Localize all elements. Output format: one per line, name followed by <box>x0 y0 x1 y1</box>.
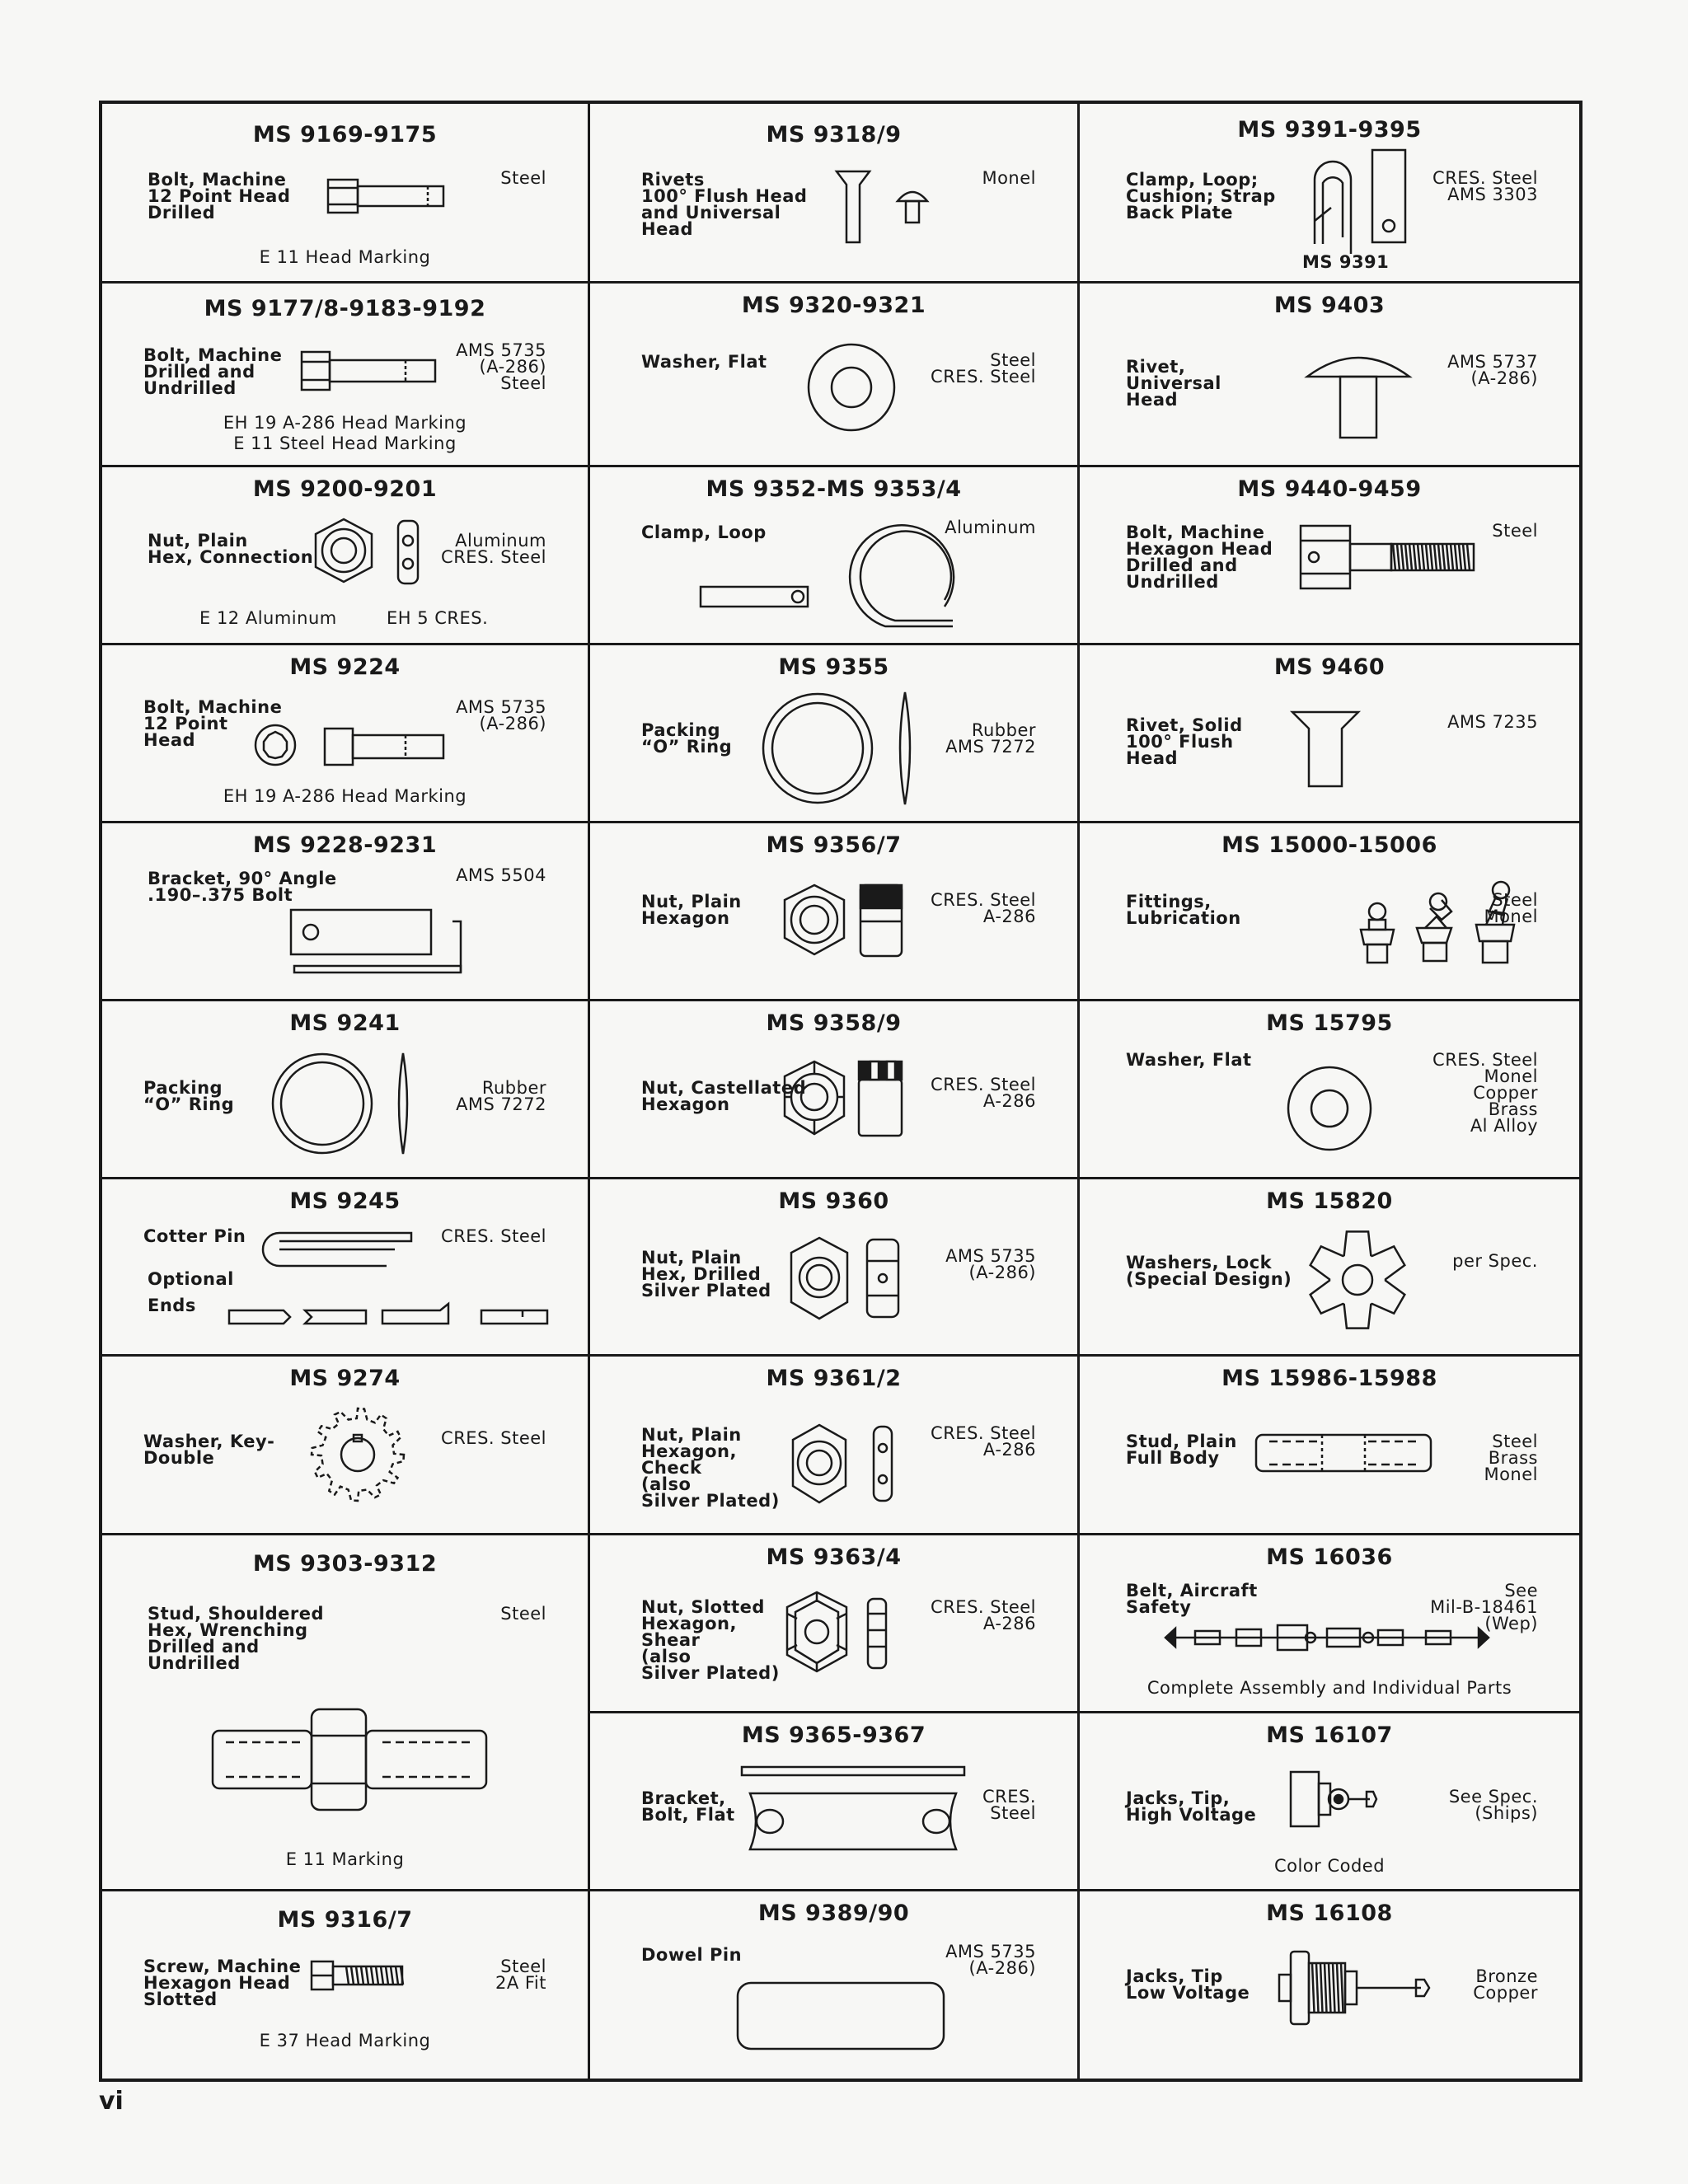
part-name: Bracket, 90° Angle .190–.375 Bolt <box>148 869 337 905</box>
part-name: Rivet, Universal Head <box>1126 357 1221 410</box>
cell-ms-15000 <box>1080 821 1579 999</box>
high-voltage-jack-icon <box>1287 1764 1403 1838</box>
part-material: See Mil-B-18461 (Wep) <box>1430 1581 1538 1633</box>
cell-title: MS 9200-9201 <box>252 476 438 502</box>
check-nut-icon <box>790 1420 897 1511</box>
slotted-nut-icon <box>784 1589 891 1680</box>
part-name: Nut, Castellated Hexagon <box>641 1078 807 1114</box>
cell-ms-9224 <box>102 643 588 821</box>
cell-ms-9320 <box>590 281 1077 465</box>
cell-title: MS 15795 <box>1266 1010 1393 1036</box>
part-name: Dowel Pin <box>641 1945 743 1965</box>
part-name: Jacks, Tip Low Voltage <box>1126 1966 1250 2003</box>
cell-ms-16108 <box>1080 1889 1579 2079</box>
part-material: Aluminum CRES. Steel <box>441 531 546 567</box>
part-material: CRES. Steel A-286 <box>931 890 1036 926</box>
part-material: CRES. Steel <box>982 1787 1036 1823</box>
cell-ms-9352 <box>590 465 1077 643</box>
hex-head-bolt-icon <box>1297 519 1479 593</box>
cell-ms-9169 <box>102 104 588 281</box>
cell-ms-9355 <box>590 643 1077 821</box>
color-note: Color Coded <box>1273 1856 1386 1876</box>
cell-title: MS 9316/7 <box>277 1907 413 1933</box>
cell-title: MS 9241 <box>289 1010 401 1036</box>
loop-clamp-strap-icon <box>1298 147 1414 254</box>
bolt-12-point-icon <box>251 719 448 776</box>
cell-title: MS 9177/8-9183-9192 <box>204 296 486 321</box>
part-material: CRES. Steel A-286 <box>931 1423 1036 1460</box>
o-ring-icon <box>763 689 920 808</box>
rivets-icon <box>833 166 949 249</box>
part-material: Monel <box>982 168 1036 188</box>
part-material: Aluminum <box>945 518 1036 537</box>
cell-title: MS 9361/2 <box>766 1366 902 1391</box>
cell-title: MS 9389/90 <box>757 1900 910 1926</box>
cell-ms-9358 <box>590 999 1077 1177</box>
part-name: Fittings, Lubrication <box>1126 892 1241 928</box>
part-name: Washer, Key- Double <box>143 1432 275 1468</box>
part-name: Washers, Lock (Special Design) <box>1126 1253 1292 1289</box>
cell-title: MS 9352-MS 9353/4 <box>706 476 962 502</box>
part-name: Rivet, Solid 100° Flush Head <box>1126 715 1243 768</box>
universal-rivet-icon <box>1304 344 1419 443</box>
cell-title: MS 15820 <box>1266 1188 1393 1214</box>
safety-belt-icon <box>1162 1617 1492 1658</box>
cell-ms-16036 <box>1080 1533 1579 1711</box>
cell-title: MS 9403 <box>1273 293 1386 318</box>
cell-ms-15795 <box>1080 999 1579 1177</box>
cell-title: MS 16108 <box>1266 1900 1393 1926</box>
flush-rivet-icon <box>1289 707 1363 790</box>
cell-ms-9228 <box>102 821 588 999</box>
flat-bracket-icon <box>738 1764 969 1871</box>
cell-ms-9316 <box>102 1889 588 2079</box>
part-material: AMS 5504 <box>456 865 546 885</box>
cell-ms-9365 <box>590 1711 1077 1889</box>
part-name: Nut, Plain Hexagon <box>641 892 742 928</box>
marking: E 11 Marking <box>285 1849 405 1869</box>
flat-washer-icon <box>1284 1063 1375 1154</box>
part-name: Stud, Plain Full Body <box>1126 1432 1237 1468</box>
head-marking: E 11 Head Marking <box>259 247 431 267</box>
low-voltage-jack-icon <box>1276 1947 1441 2029</box>
part-material: AMS 5735 (A-286) <box>945 1942 1036 1978</box>
part-material: CRES. Steel <box>441 1428 546 1448</box>
cell-title: MS 9224 <box>289 654 401 680</box>
part-material: AMS 5735 (A-286) Steel <box>456 340 546 393</box>
plain-stud-icon <box>1253 1428 1434 1478</box>
cell-title: MS 16107 <box>1266 1722 1393 1748</box>
part-material: Steel Brass Monel <box>1484 1432 1538 1484</box>
part-name: Stud, Shouldered Hex, Wrenching Drilled and Undrilled <box>148 1604 324 1673</box>
part-material: Steel 2A Fit <box>495 1957 546 1993</box>
cell-title: MS 9360 <box>778 1188 889 1214</box>
part-name: Washer, Flat <box>641 352 767 372</box>
cell-title: MS 9440-9459 <box>1237 476 1422 502</box>
part-name: Nut, Plain Hex, Connection <box>148 531 314 567</box>
part-name: Nut, Slotted Hexagon, Shear (also Silver Plated) <box>641 1597 780 1683</box>
parts-table <box>99 101 1582 2082</box>
part-material: Bronze Copper <box>1473 1966 1538 2003</box>
cell-title: MS 9228-9231 <box>252 832 438 858</box>
cell-title: MS 9358/9 <box>766 1010 902 1036</box>
part-name: Bolt, Machine Hexagon Head Drilled and Undrilled <box>1126 523 1273 592</box>
cell-ms-9318 <box>590 104 1077 281</box>
hex-nut-icon <box>781 880 905 963</box>
assembly-note: Complete Assembly and Individual Parts <box>1146 1678 1512 1698</box>
part-material: AMS 7235 <box>1447 712 1538 732</box>
cell-ms-9200 <box>102 465 588 643</box>
ends-label: Ends <box>148 1296 196 1315</box>
drilled-hex-nut-icon <box>788 1233 903 1324</box>
cell-ms-9361 <box>590 1354 1077 1533</box>
cell-title: MS 9363/4 <box>766 1544 902 1570</box>
cell-title: MS 9318/9 <box>766 122 902 148</box>
part-name: Cotter Pin <box>143 1226 246 1246</box>
cell-ms-9363 <box>590 1533 1077 1711</box>
cell-title: MS 9245 <box>289 1188 401 1214</box>
part-material: Rubber AMS 7272 <box>945 720 1036 757</box>
part-material: per Spec. <box>1452 1251 1538 1271</box>
part-name: Bolt, Machine 12 Point Head Drilled <box>148 170 291 223</box>
part-name: Packing “O” Ring <box>641 720 733 757</box>
cell-ms-9389 <box>590 1889 1077 2079</box>
flat-washer-icon <box>806 342 897 433</box>
part-material: Steel CRES. Steel <box>931 350 1036 387</box>
part-name: Nut, Plain Hex, Drilled Silver Plated <box>641 1248 771 1301</box>
part-name: Screw, Machine Hexagon Head Slotted <box>143 1957 302 2009</box>
part-name: Bolt, Machine 12 Point Head <box>143 697 283 750</box>
part-name: Nut, Plain Hexagon, Check (also Silver Plated) <box>641 1425 780 1511</box>
part-name: Rivets 100° Flush Head and Universal Head <box>641 170 808 239</box>
cell-title: MS 15000-15006 <box>1221 832 1437 858</box>
cell-ms-15986 <box>1080 1354 1579 1533</box>
part-material: CRES. Steel <box>441 1226 546 1246</box>
part-name: Packing “O” Ring <box>143 1078 235 1114</box>
part-material: See Spec. (Ships) <box>1448 1787 1538 1823</box>
part-material: AMS 5735 (A-286) <box>945 1246 1036 1282</box>
part-material: Steel Monel <box>1484 890 1538 926</box>
cell-ms-9241 <box>102 999 588 1177</box>
part-name: Clamp, Loop <box>641 523 767 542</box>
cell-title: MS 9169-9175 <box>252 122 438 148</box>
part-material: Rubber AMS 7272 <box>456 1078 546 1114</box>
clamp-label: MS 9391 <box>1302 252 1390 272</box>
cell-ms-15820 <box>1080 1177 1579 1354</box>
bolt-machine-icon <box>298 347 438 396</box>
part-name: Clamp, Loop; Cushion; Strap Back Plate <box>1126 170 1276 223</box>
page-number: vi <box>99 2087 124 2116</box>
part-material: CRES. Steel A-286 <box>931 1075 1036 1111</box>
part-name: Bolt, Machine Drilled and Undrilled <box>143 345 283 398</box>
cotter-pin-icon <box>255 1225 420 1274</box>
o-ring-icon <box>271 1050 420 1157</box>
cell-title: MS 16036 <box>1266 1544 1393 1570</box>
cell-title: MS 9365-9367 <box>741 1722 926 1748</box>
part-material: AMS 5737 (A-286) <box>1447 352 1538 388</box>
cres-marking: EH 5 CRES. <box>387 608 489 628</box>
dowel-pin-icon <box>734 1980 949 2054</box>
cell-ms-9274 <box>102 1354 588 1533</box>
part-material: CRES. Steel AMS 3303 <box>1432 168 1538 204</box>
part-material: CRES. Steel A-286 <box>931 1597 1036 1633</box>
castellated-nut-icon <box>781 1058 905 1141</box>
optional-label: Optional <box>148 1269 234 1289</box>
cell-title: MS 9460 <box>1273 654 1386 680</box>
cell-title: MS 9320-9321 <box>741 293 926 318</box>
head-marking: EH 19 A-286 Head Marking E 11 Steel Head Marking <box>223 413 467 453</box>
cell-title: MS 9355 <box>778 654 889 680</box>
part-material: Steel <box>500 168 546 188</box>
lubrication-fittings-icon <box>1356 879 1537 969</box>
cell-title: MS 9274 <box>289 1366 401 1391</box>
part-name: Washer, Flat <box>1126 1050 1252 1070</box>
aluminum-marking: E 12 Aluminum <box>199 608 337 628</box>
cell-title: MS 9391-9395 <box>1237 117 1422 143</box>
cell-title: MS 9303-9312 <box>252 1551 438 1577</box>
cell-ms-16107 <box>1080 1711 1579 1889</box>
part-material: Steel <box>500 1604 546 1624</box>
part-material: AMS 5735 (A-286) <box>456 697 546 733</box>
head-marking: E 37 Head Marking <box>259 2031 431 2050</box>
part-name: Jacks, Tip, High Voltage <box>1126 1788 1257 1825</box>
cell-ms-9403 <box>1080 281 1579 465</box>
cotter-pin-ends-icon <box>226 1301 556 1333</box>
cell-ms-9303 <box>102 1533 588 1889</box>
bolt-12-point-icon <box>325 171 448 229</box>
cell-ms-9177 <box>102 281 588 465</box>
key-washer-icon <box>308 1405 407 1504</box>
head-marking: EH 19 A-286 Head Marking <box>223 786 467 806</box>
part-name: Bracket, Bolt, Flat <box>641 1788 735 1825</box>
part-material: CRES. Steel Monel Copper Brass Al Alloy <box>1432 1050 1538 1136</box>
cell-ms-9391 <box>1080 104 1579 281</box>
angle-bracket-icon <box>288 903 485 986</box>
cell-ms-9245 <box>102 1177 588 1354</box>
shouldered-stud-icon <box>209 1706 490 1813</box>
cell-ms-9440 <box>1080 465 1579 643</box>
cell-ms-9360 <box>590 1177 1077 1354</box>
lock-washer-icon <box>1304 1226 1411 1333</box>
cell-title: MS 9356/7 <box>766 832 902 858</box>
cell-title: MS 15986-15988 <box>1221 1366 1437 1391</box>
hex-head-screw-icon <box>308 1955 407 1996</box>
loop-clamp-icon <box>697 542 969 633</box>
part-material: Steel <box>1492 521 1538 541</box>
cell-ms-9460 <box>1080 643 1579 821</box>
part-name: Belt, Aircraft Safety <box>1126 1581 1258 1617</box>
cell-ms-9356 <box>590 821 1077 999</box>
hex-nut-icon <box>312 516 428 590</box>
